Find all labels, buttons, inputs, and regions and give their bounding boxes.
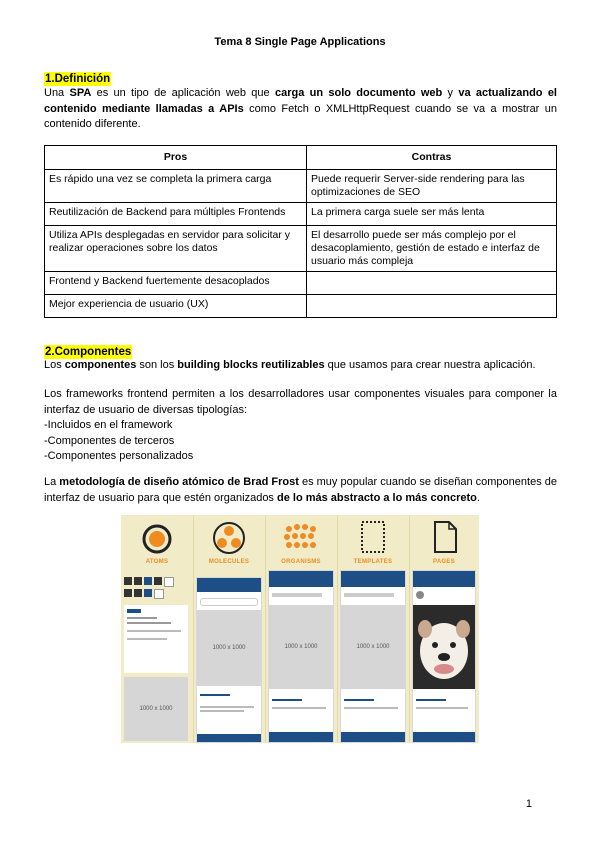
- table-cell: Mejor experiencia de usuario (UX): [45, 295, 307, 318]
- table-row: [45, 295, 557, 318]
- templates-phone: [340, 570, 406, 743]
- organisms-panel: [265, 515, 338, 743]
- page-icon: [431, 519, 459, 555]
- table-cell: Es rápido una vez se completa la primera carga: [45, 170, 307, 203]
- image-placeholder: 1000 x 1000: [124, 677, 188, 741]
- molecule-icon: [211, 521, 247, 555]
- organisms-label: ORGANISMS: [281, 559, 321, 565]
- section-heading-componentes: 2.Componentes: [45, 346, 132, 358]
- image-placeholder: 1000 x 1000: [197, 610, 261, 686]
- table-cell: Frontend y Backend fuertemente desacoplados: [45, 272, 307, 295]
- list-item: -Componentes de terceros: [44, 434, 175, 447]
- list-item: -Incluidos en el framework: [44, 419, 173, 431]
- organisms-phone: [268, 570, 334, 743]
- table-row: [45, 226, 557, 272]
- atomic-design-paragraph: La metodología de diseño atómico de Brad Frost es muy popular cuando se diseñan componentes de interfaz de usuario para que estén organizados de lo más abstracto a lo más concreto.: [44, 476, 557, 504]
- atoms-text-samples: [124, 605, 188, 673]
- table-cell: Reutilización de Backend para múltiples Frontends: [45, 203, 307, 226]
- table-row: [45, 170, 557, 203]
- templates-panel: [337, 515, 410, 743]
- components-paragraph: Los componentes son los building blocks reutilizables que usamos para crear nuestra aplicación.: [44, 359, 536, 371]
- table-cell: La primera carga suele ser más lenta: [307, 203, 557, 226]
- pages-panel: [409, 515, 479, 743]
- header-contras: Contras: [307, 146, 557, 170]
- atoms-panel: [121, 515, 194, 743]
- table-cell: Utiliza APIs desplegadas en servidor para solicitar y realizar operaciones sobre los datos: [45, 226, 307, 272]
- image-placeholder: 1000 x 1000: [341, 605, 405, 689]
- table-cell: Puede requerir Server-side rendering para las optimizaciones de SEO: [307, 170, 557, 203]
- page-number: 1: [525, 798, 532, 810]
- image-placeholder: 1000 x 1000: [269, 605, 333, 689]
- pages-label: PAGES: [432, 559, 456, 565]
- section-heading-definicion: 1.Definición: [45, 73, 111, 85]
- header-pros: Pros: [45, 146, 307, 170]
- molecules-phone: [196, 577, 262, 743]
- atom-icon: [141, 523, 173, 555]
- frameworks-paragraph: Los frameworks frontend permiten a los desarrolladores usar componentes visuales para componer la interfaz de usuario de diversas tipologías:: [44, 388, 557, 416]
- atomic-design-figure: [121, 515, 479, 743]
- list-item: -Componentes personalizados: [44, 450, 194, 462]
- table-cell: El desarrollo puede ser más complejo por el desacoplamiento, gestión de estado e interfaz de usuario más compleja: [307, 226, 557, 272]
- molecules-label: MOLECULES: [208, 559, 250, 565]
- definition-paragraph: Una SPA es un tipo de aplicación web que carga un solo documento web y va actualizando el contenido mediante llamadas a APIs como Fetch o XMLHttpRequest cuando se va a mostrar un contenido diferente.: [44, 87, 557, 130]
- pages-phone: [412, 570, 476, 743]
- table-cell: [307, 295, 557, 318]
- bulldog-photo: [413, 605, 475, 689]
- table-cell: [307, 272, 557, 295]
- atoms-buttons: [124, 577, 190, 599]
- table-row: [45, 203, 557, 226]
- page-title: Tema 8 Single Page Applications: [214, 36, 386, 48]
- table-row: [45, 272, 557, 295]
- template-icon: [359, 519, 387, 555]
- pros-cons-table: [44, 145, 557, 318]
- atoms-label: ATOMS: [145, 559, 169, 565]
- organism-icon: [281, 521, 321, 555]
- molecules-panel: [193, 515, 266, 743]
- components-list: [44, 418, 193, 465]
- templates-label: TEMPLATES: [353, 559, 393, 565]
- table-header-row: [45, 146, 557, 170]
